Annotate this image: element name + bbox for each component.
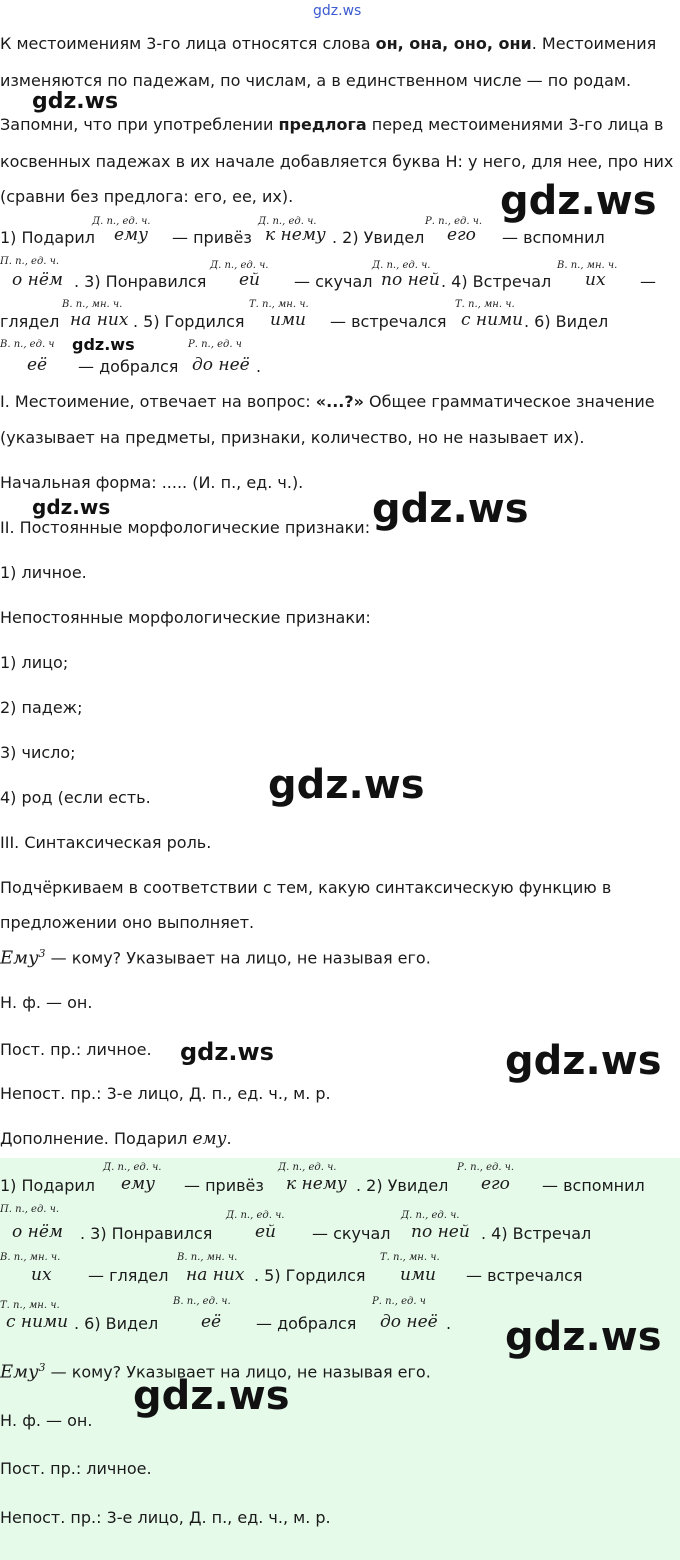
parse-line: Н. ф. — он. <box>0 993 93 1012</box>
text: К местоимениям 3-го лица относятся слова <box>0 34 376 53</box>
example-text: 1) Подарил <box>0 228 95 247</box>
watermark: gdz.ws <box>505 1314 662 1360</box>
pronoun-word: ей <box>239 270 261 290</box>
pronoun-word: о нём <box>12 1222 63 1242</box>
watermark: gdz.ws <box>32 495 111 519</box>
case-note: Т. п., мн. ч. <box>0 1300 60 1311</box>
pronoun-word: ими <box>270 310 306 330</box>
example-text: — добрался <box>256 1314 357 1333</box>
pronoun-word: на них <box>70 310 129 330</box>
analysis-line: предложении оно выполняет. <box>0 913 255 932</box>
watermark: gdz.ws <box>72 335 135 354</box>
example-text: — привёз <box>172 228 252 247</box>
example-text: . 3) Понравился <box>80 1224 213 1243</box>
watermark: gdz.ws <box>268 762 425 808</box>
pronoun-word: о нём <box>12 270 63 290</box>
example-text: — вспомнил <box>502 228 605 247</box>
case-note: Р. п., ед. ч. <box>457 1162 515 1173</box>
parse-line <box>0 1129 232 1149</box>
pronoun-word: их <box>585 270 606 290</box>
intro-line-5: (сравни без предлога: его, ее, их). <box>0 187 294 206</box>
case-note: В. п., мн. ч. <box>177 1252 238 1263</box>
analysis-heading-3: III. Синтаксическая роль. <box>0 833 212 852</box>
text: Дополнение. Подарил <box>0 1129 193 1148</box>
watermark: gdz.ws <box>180 1038 274 1066</box>
bold-preposition: предлога <box>278 115 367 134</box>
text: Общее грамматическое значение <box>363 392 655 411</box>
case-note: П. п., ед. ч. <box>0 1204 60 1215</box>
case-note: Т. п., мн. ч. <box>249 299 309 310</box>
example-text: — встречался <box>466 1266 583 1285</box>
case-note: В. п., мн. ч. <box>62 299 123 310</box>
pronoun-word: к нему <box>286 1174 347 1194</box>
example-text: . <box>446 1314 452 1333</box>
case-note: В. п., ед. ч <box>0 339 55 350</box>
pronoun-word: их <box>31 1265 52 1285</box>
text: — кому? Указывает на лицо, не называя его. <box>45 948 431 968</box>
parse-line: Непост. пр.: 3-е лицо, Д. п., ед. ч., м. р. <box>0 1508 331 1527</box>
pronoun-word: к нему <box>265 225 326 245</box>
intro-paragraph-2 <box>0 115 663 134</box>
parse-line: Н. ф. — он. <box>0 1411 93 1430</box>
analysis-line: 1) лицо; <box>0 653 69 672</box>
example-text: . 2) Увидел <box>356 1176 449 1195</box>
pronoun-word: ей <box>255 1222 277 1242</box>
question-mark: «...?» <box>315 392 364 411</box>
pronoun-word: до неё <box>380 1312 438 1332</box>
parse-line: Непост. пр.: 3-е лицо, Д. п., ед. ч., м. р. <box>0 1084 331 1103</box>
intro-line-2: изменяются по падежам, по числам, а в единственном числе — по родам. <box>0 71 632 90</box>
pronoun-word: её <box>201 1312 222 1332</box>
pronoun-word: её <box>27 355 48 375</box>
analysis-step-1 <box>0 392 655 411</box>
pronoun-word: с ними <box>6 1312 69 1332</box>
case-note: Р. п., ед. ч <box>372 1296 426 1307</box>
analysis-line: Подчёркиваем в соответствии с тем, какую синтаксическую функцию в <box>0 878 612 897</box>
parsed-word: Ему <box>0 1361 39 1383</box>
analysis-line: 1) личное. <box>0 563 87 582</box>
example-text: . 4) Встречал <box>481 1224 592 1243</box>
watermark-top: gdz.ws <box>313 3 362 19</box>
pronoun-word: его <box>481 1174 510 1194</box>
case-note: Т. п., мн. ч. <box>380 1252 440 1263</box>
example-text: — вспомнил <box>542 1176 645 1195</box>
intro-line-4: косвенных падежах в их начале добавляется буква Н: у него, для нее, про них <box>0 152 674 171</box>
example-text: . 5) Гордился <box>133 312 245 331</box>
text: . Местоимения <box>531 34 657 53</box>
analysis-line: (указывает на предметы, признаки, количество, но не называет их). <box>0 428 585 447</box>
example-text: . 4) Встречал <box>441 272 552 291</box>
case-note: Д. п., ед. ч. <box>258 216 317 227</box>
analysis-heading-2: II. Постоянные морфологические признаки: <box>0 518 371 537</box>
case-note: Д. п., ед. ч. <box>226 1210 285 1221</box>
example-text: — глядел <box>88 1266 169 1285</box>
analysis-line: 4) род (если есть. <box>0 788 151 807</box>
text: Запомни, что при употреблении <box>0 115 279 134</box>
case-note: Р. п., ед. ч. <box>425 216 483 227</box>
parse-line: Пост. пр.: личное. <box>0 1040 152 1059</box>
watermark: gdz.ws <box>500 178 657 224</box>
example-text: — встречался <box>330 312 447 331</box>
case-note: Д. п., ед. ч. <box>92 216 151 227</box>
case-note: Д. п., ед. ч. <box>103 1162 162 1173</box>
example-text: глядел <box>0 312 60 331</box>
example-text: — <box>640 272 656 291</box>
example-text: 1) Подарил <box>0 1176 95 1195</box>
case-note: Р. п., ед. ч <box>188 339 242 350</box>
analysis-line: Непостоянные морфологические признаки: <box>0 608 371 627</box>
text: . <box>226 1129 232 1148</box>
pronoun-word: ими <box>400 1265 436 1285</box>
text: I. Местоимение, отвечает на вопрос: <box>0 392 316 411</box>
analysis-line: Начальная форма: ..... (И. п., ед. ч.). <box>0 473 304 492</box>
analysis-line: 2) падеж; <box>0 698 83 717</box>
case-note: Д. п., ед. ч. <box>210 260 269 271</box>
watermark: gdz.ws <box>372 486 529 532</box>
case-note: Д. п., ед. ч. <box>401 1210 460 1221</box>
superscript: 3 <box>38 1361 46 1374</box>
pronoun-word: его <box>447 225 476 245</box>
example-text: . 5) Гордился <box>254 1266 366 1285</box>
intro-paragraph-1 <box>0 34 656 53</box>
parse-line: Пост. пр.: личное. <box>0 1459 152 1478</box>
example-text: — скучал <box>312 1224 391 1243</box>
pronoun-word: с ними <box>461 310 524 330</box>
watermark: gdz.ws <box>505 1038 662 1084</box>
example-text: — добрался <box>78 357 179 376</box>
text: — кому? Указывает на лицо, не называя его. <box>45 1362 431 1382</box>
watermark: gdz.ws <box>32 89 119 114</box>
example-text: . <box>256 357 262 376</box>
example-text: . 3) Понравился <box>74 272 207 291</box>
case-note: П. п., ед. ч. <box>0 256 60 267</box>
example-text: . 6) Видел <box>74 1314 159 1333</box>
example-text: — привёз <box>184 1176 264 1195</box>
case-note: Д. п., ед. ч. <box>278 1162 337 1173</box>
example-text: — скучал <box>294 272 373 291</box>
parsed-word: ему <box>192 1129 227 1149</box>
pronoun-word: по ней <box>411 1222 470 1242</box>
example-text: . 2) Увидел <box>332 228 425 247</box>
pronoun-word: до неё <box>192 355 250 375</box>
case-note: В. п., мн. ч. <box>557 260 618 271</box>
superscript: 3 <box>38 947 46 960</box>
parse-line <box>0 947 431 968</box>
case-note: Т. п., мн. ч. <box>455 299 515 310</box>
pronoun-word: на них <box>186 1265 245 1285</box>
text: перед местоимениями 3-го лица в <box>366 115 664 134</box>
pronoun-word: по ней <box>381 270 440 290</box>
case-note: В. п., ед. ч. <box>173 1296 231 1307</box>
example-text: . 6) Видел <box>524 312 609 331</box>
bold-pronouns: он, она, оно, они <box>375 34 532 53</box>
pronoun-word: ему <box>121 1174 156 1194</box>
case-note: В. п., мн. ч. <box>0 1252 61 1263</box>
watermark: gdz.ws <box>133 1373 290 1419</box>
analysis-line: 3) число; <box>0 743 76 762</box>
parsed-word: Ему <box>0 947 39 969</box>
pronoun-word: ему <box>114 225 149 245</box>
case-note: Д. п., ед. ч. <box>372 260 431 271</box>
